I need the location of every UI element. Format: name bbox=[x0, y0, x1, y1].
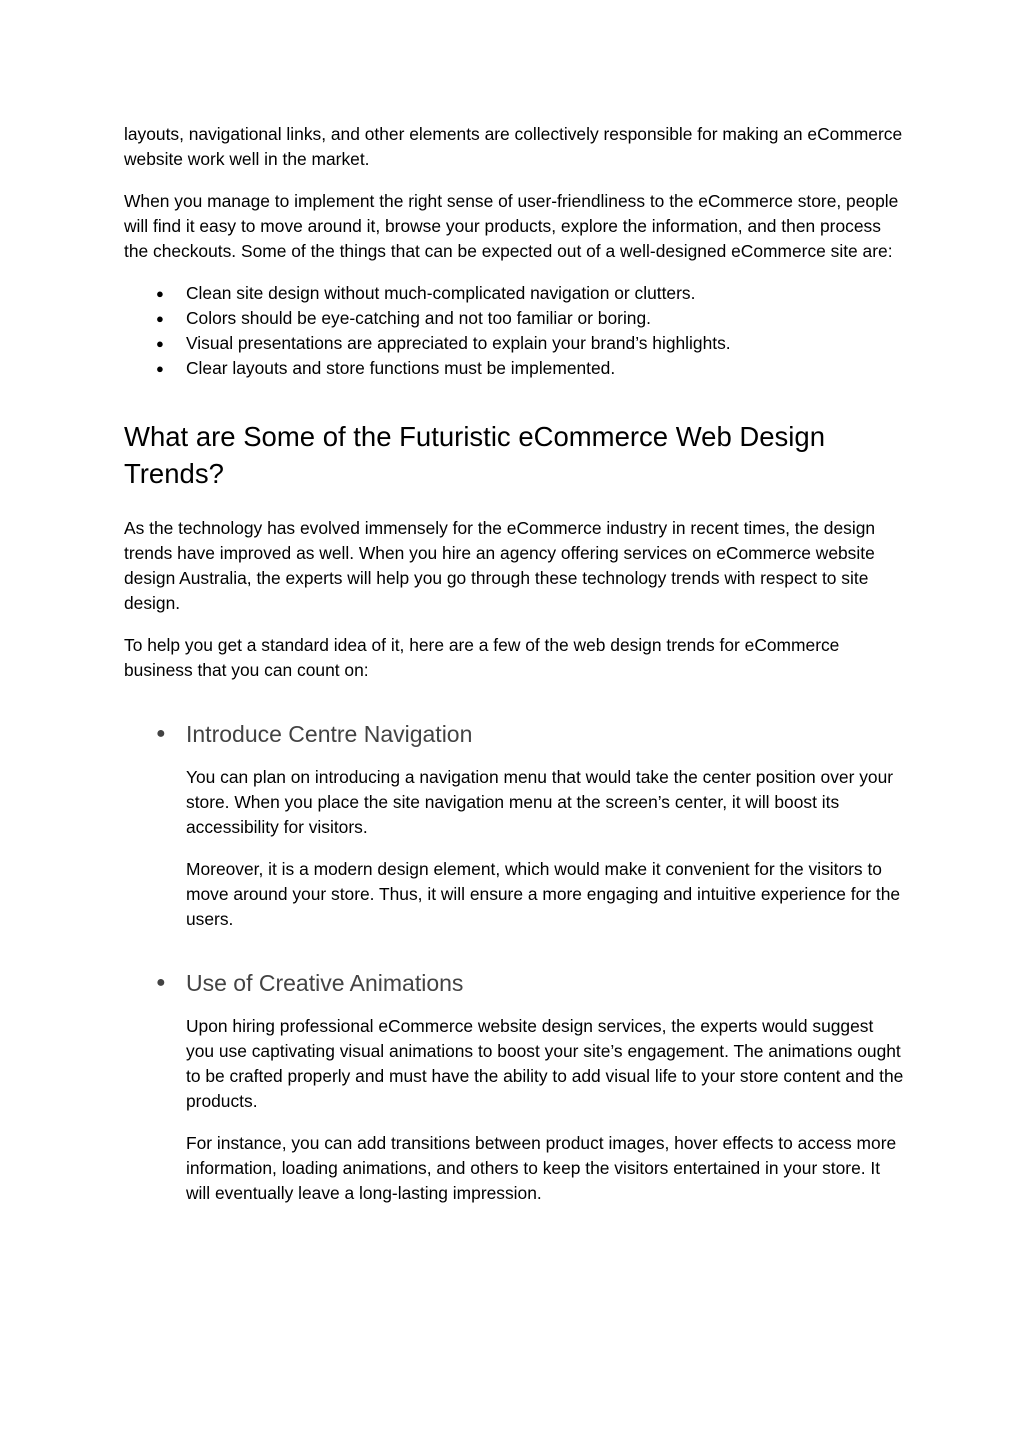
bullet-icon: ● bbox=[156, 361, 164, 376]
list-item-text: Colors should be eye-catching and not too familiar or boring. bbox=[186, 308, 651, 328]
trend-paragraph: Moreover, it is a modern design element, which would make it convenient for the visitors to move around your store. Thus, it will ensure a more engaging and intuitive experience for the users. bbox=[186, 859, 901, 929]
list-item-text: Visual presentations are appreciated to explain your brand’s highlights. bbox=[186, 333, 731, 353]
trend-heading-creative-animations bbox=[124, 968, 904, 998]
bullet-icon: ● bbox=[156, 286, 164, 301]
trend-heading-centre-navigation bbox=[124, 719, 904, 749]
trend-title: Introduce Centre Navigation bbox=[186, 721, 473, 747]
section-heading: What are Some of the Futuristic eCommerce Web Design Trends? bbox=[124, 421, 826, 489]
list-item-text: Clear layouts and store functions must be implemented. bbox=[186, 358, 616, 378]
list-item bbox=[124, 356, 904, 381]
trend-body-centre-navigation bbox=[124, 765, 904, 932]
bullet-icon: ● bbox=[156, 725, 166, 742]
intro-paragraph-2: When you manage to implement the right sense of user-friendliness to the eCommerce store, people will find it easy to move around it, browse your products, explore the information, and then process the checkouts. Some of the things that can be expected out of a well-designed eCommerce site are: bbox=[124, 191, 899, 261]
trend-paragraph: For instance, you can add transitions between product images, hover effects to access more information, loading animations, and others to keep the visitors entertained in your store. It will eventually leave a long-lasting impression. bbox=[186, 1133, 897, 1203]
trend-body-creative-animations bbox=[124, 1014, 904, 1206]
trend-paragraph: You can plan on introducing a navigation menu that would take the center position over your store. When you place the site navigation menu at the screen’s center, it will boost its accessibility for visitors. bbox=[186, 767, 894, 837]
trend-title: Use of Creative Animations bbox=[186, 970, 464, 996]
trend-paragraph: Upon hiring professional eCommerce website design services, the experts would suggest you use captivating visual animations to boost your site’s engagement. The animations ought to be crafted properly and must have the ability to add visual life to your store content and the products. bbox=[186, 1016, 904, 1111]
section-paragraph-2: To help you get a standard idea of it, here are a few of the web design trends for eCommerce business that you can count on: bbox=[124, 635, 840, 680]
list-item bbox=[124, 331, 904, 356]
document-page bbox=[124, 122, 904, 1206]
list-item-text: Clean site design without much-complicated navigation or clutters. bbox=[186, 283, 696, 303]
list-item bbox=[124, 281, 904, 306]
section-paragraph-1: As the technology has evolved immensely for the eCommerce industry in recent times, the design trends have improved as well. When you hire an agency offering services on eCommerce website design Australia, the experts will help you go through these technology trends with respect to site design. bbox=[124, 518, 876, 613]
bullet-icon: ● bbox=[156, 336, 164, 351]
list-item bbox=[124, 306, 904, 331]
bullet-icon: ● bbox=[156, 311, 164, 326]
intro-paragraph-1: layouts, navigational links, and other elements are collectively responsible for making an eCommerce website work well in the market. bbox=[124, 124, 903, 169]
intro-bullet-list bbox=[124, 281, 904, 381]
bullet-icon: ● bbox=[156, 974, 166, 991]
